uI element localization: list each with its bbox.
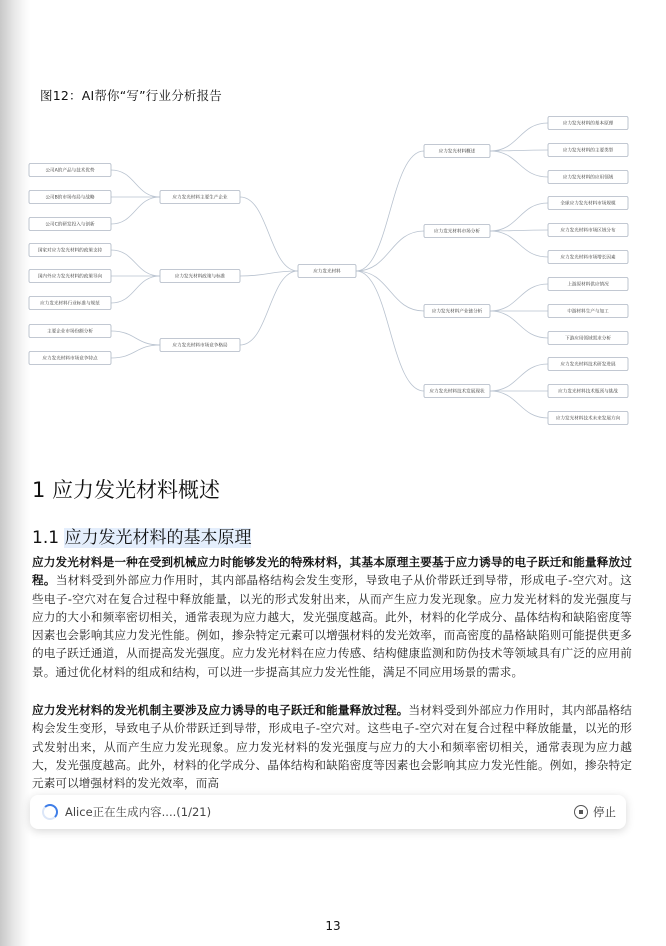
mindmap-leaf-node bbox=[548, 224, 628, 237]
mindmap-leaf-node-label: 应力发光材料行业标准与规范 bbox=[40, 301, 100, 307]
mindmap-leaf-node-label: 应力发光材料的基本原理 bbox=[562, 121, 614, 127]
connector bbox=[111, 197, 160, 224]
mindmap-branch-node-label: 应力发光材料技术发展现状 bbox=[429, 389, 485, 395]
mindmap-center-node bbox=[298, 265, 356, 278]
mindmap-leaf-node bbox=[548, 278, 628, 291]
connector bbox=[490, 311, 548, 338]
mindmap-leaf-node bbox=[548, 332, 628, 345]
section-heading: 1 应力发光材料概述 bbox=[32, 478, 221, 502]
mindmap-leaf-node bbox=[29, 270, 111, 283]
connector bbox=[490, 123, 548, 151]
mindmap-leaf-node bbox=[548, 171, 628, 184]
connector bbox=[490, 284, 548, 311]
connector bbox=[490, 203, 548, 231]
mindmap-leaf-node bbox=[548, 305, 628, 318]
connector bbox=[490, 364, 548, 391]
mindmap-center-node-label: 应力发光材料 bbox=[313, 269, 341, 275]
mindmap-leaf-node bbox=[29, 244, 111, 257]
mindmap-branch-node-label: 应力发光材料产业链分析 bbox=[431, 309, 483, 315]
connector bbox=[111, 250, 160, 276]
subsection-number: 1.1 bbox=[32, 528, 60, 548]
paragraph-2 bbox=[32, 701, 632, 792]
paragraph-2-lead: 应力发光材料的发光机制主要涉及应力诱导的电子跃迁和能量释放过程。 bbox=[32, 703, 409, 717]
connector bbox=[356, 151, 424, 271]
stop-icon bbox=[574, 805, 588, 819]
connector bbox=[356, 231, 424, 271]
generation-status-bar bbox=[30, 795, 626, 829]
mindmap-leaf-node bbox=[29, 218, 111, 231]
mindmap-branch-node bbox=[160, 191, 240, 204]
mindmap-leaf-node-label: 上游原材料供应情况 bbox=[567, 282, 609, 288]
mindmap-leaf-node bbox=[548, 251, 628, 264]
page-number: 13 bbox=[325, 919, 341, 933]
mindmap-leaf-node bbox=[29, 297, 111, 310]
mindmap-leaf-node-label: 应力发光材料技术瓶颈与挑战 bbox=[558, 389, 618, 395]
mindmap-leaf-node-label: 应力发光材料的主要类型 bbox=[562, 148, 614, 154]
connector bbox=[490, 151, 548, 177]
mindmap-leaf-node-label: 全球应力发光材料市场规模 bbox=[560, 201, 616, 207]
connector bbox=[111, 331, 160, 345]
mindmap-leaf-node-label: 下游应用领域需求分析 bbox=[565, 336, 611, 342]
connector bbox=[490, 231, 548, 257]
mindmap-leaf-node bbox=[548, 358, 628, 371]
paragraph-2-body: 当材料受到外部应力作用时，其内部晶格结构会发生变形，导致电子从价带跃迁到导带，形成电子-空穴对。这些电子-空穴对在复合过程中释放能量，以光的形式发射出来，从而产生应力发光现象。应力发光材料的发光强度与应力的大小和频率密切相关，通常表现为应力越大，发光强度越高。此外，材料的化学成分、晶体结构和缺陷密度等因素也会影响其应力发光性能。例如，掺杂特定元素可以增强材料的发光效率，而高 bbox=[32, 703, 632, 791]
subsection-title: 应力发光材料的基本原理 bbox=[64, 528, 252, 548]
connector bbox=[111, 170, 160, 197]
generation-status-text: Alice正在生成内容....(1/21) bbox=[65, 805, 212, 819]
loading-spinner-icon bbox=[42, 804, 58, 820]
mindmap-leaf-node-label: 应力发光材料的应用领域 bbox=[562, 175, 614, 181]
paragraph-1-body: 当材料受到外部应力作用时，其内部晶格结构会发生变形，导致电子从价带跃迁到导带，形成电子-空穴对。这些电子-空穴对在复合过程中释放能量，以光的形式发射出来，从而产生应力发光现象。应力发光材料的发光强度与应力的大小和频率密切相关，通常表现为应力越大，发光强度越高。此外，材料的化学成分、晶体结构和缺陷密度等因素也会影响其应力发光性能。例如，掺杂特定元素可以增强材料的发光效率，而高密度的晶格缺陷则可能提供更多的电子跃迁通道，从而提高发光强度。应力发光材料在应力传感、结构健康监测和防伪技术等领域具有广泛的应用前景。通过优化材料的组成和结构，可以进一步提高其应力发光性能，满足不同应用场景的需求。 bbox=[32, 573, 633, 679]
mindmap-leaf-node-label: 中游材料生产与加工 bbox=[567, 309, 609, 315]
mindmap-branch-node-label: 应力发光材料市场分析 bbox=[434, 229, 480, 235]
mindmap-branch-node bbox=[160, 270, 240, 283]
mindmap-branch-node bbox=[424, 225, 490, 238]
paragraph-1 bbox=[32, 553, 632, 681]
mindmap-branch-node-label: 应力发光材料政策与标准 bbox=[174, 274, 226, 280]
mindmap-leaf-node bbox=[548, 385, 628, 398]
mindmap-leaf-node-label: 公司A的产品与技术优势 bbox=[45, 168, 95, 174]
mindmap-branch-node-label: 应力发光材料主要生产企业 bbox=[172, 195, 228, 201]
mindmap-leaf-node-label: 应力发光材料市场竞争特点 bbox=[42, 356, 98, 362]
stop-button[interactable] bbox=[574, 804, 616, 820]
mindmap-leaf-node bbox=[29, 191, 111, 204]
stop-label: 停止 bbox=[593, 805, 616, 819]
mindmap-branch-node bbox=[424, 305, 490, 318]
mindmap-branch-node bbox=[424, 385, 490, 398]
mindmap-leaf-node bbox=[548, 197, 628, 210]
mindmap-leaf-node-label: 主要企业市场份额分析 bbox=[47, 329, 93, 335]
connector bbox=[240, 197, 298, 271]
mindmap-leaf-node-label: 国内外应力发光材料的政策导向 bbox=[37, 274, 103, 280]
connector bbox=[490, 391, 548, 418]
mindmap-branch-node-label: 应力发光材料概述 bbox=[438, 149, 476, 155]
connector bbox=[111, 345, 160, 358]
mindmap-leaf-node bbox=[548, 144, 628, 157]
mindmap-leaf-node-label: 应力发光材料技术未来发展方向 bbox=[555, 416, 621, 422]
paragraph-1-lead: 应力发光材料是一种在受到机械应力时能够发光的特殊材料，其基本原理主要基于应力诱导的电子跃迁和能量释放过程。 bbox=[32, 555, 632, 588]
mindmap-leaf-node-label: 公司C的研发投入与创新 bbox=[45, 222, 95, 228]
mindmap-leaf-node-label: 应力发光材料市场区域分布 bbox=[560, 228, 616, 234]
figure-caption: 图12：AI帮你“写”行业分析报告 bbox=[40, 88, 222, 103]
mindmap-leaf-node bbox=[29, 164, 111, 177]
mindmap-diagram bbox=[0, 100, 666, 435]
mindmap-leaf-node bbox=[548, 117, 628, 130]
connector bbox=[111, 276, 160, 303]
mindmap-leaf-node-label: 公司B的市场布局与战略 bbox=[45, 195, 95, 201]
mindmap-leaf-node bbox=[548, 412, 628, 425]
mindmap-leaf-node-label: 应力发光材料市场增长因素 bbox=[560, 255, 616, 261]
mindmap-leaf-node bbox=[29, 352, 111, 365]
mindmap-leaf-node-label: 国家对应力发光材料的政策支持 bbox=[37, 248, 103, 254]
connector bbox=[356, 271, 424, 311]
mindmap-branch-node bbox=[424, 145, 490, 158]
mindmap-leaf-node-label: 应力发光材料技术研发进展 bbox=[560, 362, 616, 368]
mindmap-leaf-node bbox=[29, 325, 111, 338]
connector bbox=[356, 271, 424, 391]
mindmap-branch-node-label: 应力发光材料市场竞争格局 bbox=[172, 343, 228, 349]
subsection-heading bbox=[32, 523, 251, 548]
connector bbox=[240, 271, 298, 345]
mindmap-branch-node bbox=[160, 339, 240, 352]
